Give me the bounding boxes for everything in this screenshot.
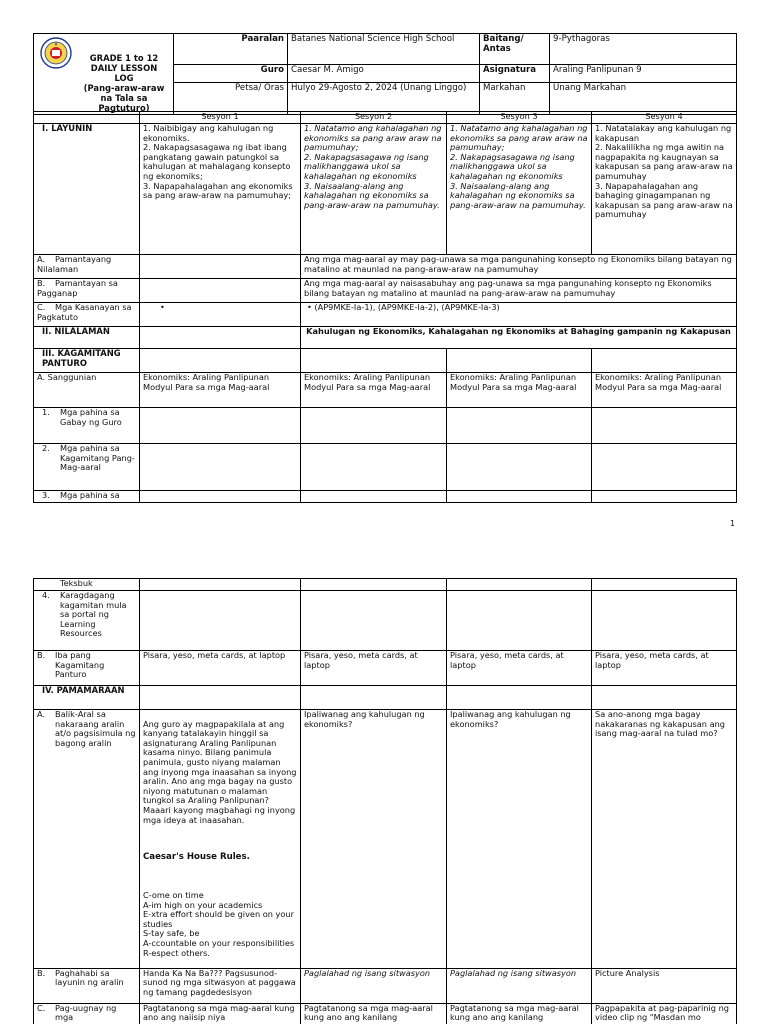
empty-cell [140,349,301,373]
empty-cell [140,686,301,710]
empty-cell [592,491,737,503]
petsa-value: Hulyo 29-Agosto 2, 2024 (Unang Linggo) [288,82,480,114]
paghahabi-s3: Paglalahad ng isang sitwasyon [447,968,592,1003]
paaralan-label: Paaralan [174,34,288,65]
empty-cell [592,591,737,651]
sanggunian-label: A. Sanggunian [34,373,140,408]
kagamitan-label: III. KAGAMITANG PANTURO [34,349,140,373]
sanggunian-s2: Ekonomiks: Araling Panlipunan Modyul Para sa mga Mag-aaral [301,373,447,408]
gabay-label: 1. Mga pahina sa Gabay ng Guro [34,408,140,444]
deped-seal-icon [40,37,72,69]
layunin-s1: 1. Naibibigay ang kahulugan ng ekonomiks. 2. Nakapagsasagawa ng ibat ibang pangkatang gawain patungkol sa kahulugan at mahalagang konsepto ng ekonomiks; 3. Napapahalagahan ang ekonomiks sa pang araw-araw na pamumuhay; [140,124,301,255]
teksbuk-cont-label: Teksbuk [34,579,140,591]
pag-uugnay-s4: Pagpapakita at pag-paparinig ng video clip ng "Masdan mo [592,1003,737,1024]
kasanayan-bullet: • [140,303,301,327]
pamantayang-nilalaman-label: A. Pamantayang Nilalaman [34,255,140,279]
session-3-header: Sesyon 3 [447,112,592,124]
pamantayan-pagganap-row [34,279,737,303]
empty-cell [447,579,592,591]
header-title: GRADE 1 to 12 DAILY LESSON LOG (Pang-araw-araw na Tala sa Pagtuturo) [83,53,165,113]
empty-cell [301,408,447,444]
pag-uugnay-s3: Pagtatanong sa mga mag-aaral kung ano ang kanilang [447,1003,592,1024]
empty-cell [301,349,447,373]
pag-uugnay-row [34,1003,737,1024]
balik-aral-s1 [140,710,301,969]
empty-cell [592,408,737,444]
pamantayan-pagganap-value: Ang mga mag-aaral ay naisasabuhay ang pag-unawa sa mga pangunahing konsepto ng Ekonomiks bilang batayan ng matalino at maunlad na pang-araw-araw na pamumuhay [301,279,737,303]
pamantayang-nilalaman-row [34,255,737,279]
session-4-header: Sesyon 4 [592,112,737,124]
empty-cell [447,491,592,503]
asignatura-value: Araling Panlipunan 9 [550,64,737,82]
page-number: 1 [730,519,736,528]
nilalaman-label: II. NILALAMAN [34,327,140,349]
layunin-label: I. LAYUNIN [34,124,140,255]
header-table [33,33,737,115]
kagamitan-row [34,349,737,373]
balik-aral-label: A. Balik-Aral sa nakaraang aralin at/o pagsisimula ng bagong aralin [34,710,140,969]
sanggunian-s4: Ekonomiks: Araling Panlipunan Modyul Para sa mga Mag-aaral [592,373,737,408]
baitang-value: 9-Pythagoras [550,34,737,65]
markahan-label: Markahan [480,82,550,114]
gabay-row [34,408,737,444]
empty-cell [140,444,301,491]
paghahabi-s4: Picture Analysis [592,968,737,1003]
empty-cell [301,579,447,591]
pag-uugnay-s1: Pagtatanong sa mga mag-aaral kung ano ang naiisip niya [140,1003,301,1024]
sanggunian-s3: Ekonomiks: Araling Panlipunan Modyul Para sa mga Mag-aaral [447,373,592,408]
empty-cell [140,279,301,303]
session-2-header: Sesyon 2 [301,112,447,124]
iba-pang-kagamitan-row [34,651,737,686]
balik-aral-s4: Sa ano-anong mga bagay nakakaranas ng kakapusan ang isang mag-aaral na tulad mo? [592,710,737,969]
balik-aral-s1-text: Ang guro ay magpapakilala at ang kanyang tatalakayin hinggil sa asignaturang Araling Panlipunan kasama ninyo. Bilang panimula panimula, gusto niyang malaman ang inyong mga inaasahan sa inyong aralin. Ano ang mga bagay na gusto niyong matutunan o malaman tungkol sa Araling Panlipunan? Maaari kayong magbahagi ng inyong mga ideya at inaasahan. [143,718,297,825]
petsa-label: Petsa/ Oras [174,82,288,114]
header-title-cell [34,34,174,115]
empty-cell [447,408,592,444]
sanggunian-row [34,373,737,408]
session-1-header: Sesyon 1 [140,112,301,124]
paghahabi-s1: Handa Ka Na Ba??? Pagsusunod-sunod ng mga sitwasyon at paggawa ng tamang pagdedesisyon [140,968,301,1003]
session-header-row [34,112,737,124]
layunin-row [34,124,737,255]
nilalaman-row [34,327,737,349]
house-rules-title: Caesar's House Rules. [143,852,250,863]
paghahabi-row [34,968,737,1003]
asignatura-label: Asignatura [480,64,550,82]
empty-cell [592,686,737,710]
empty-cell [301,591,447,651]
balik-aral-s2: Ipaliwanag ang kahulugan ng ekonomiks? [301,710,447,969]
lesson-table-page-2 [33,578,737,1024]
guro-label: Guro [174,64,288,82]
empty-cell [140,408,301,444]
empty-cell [140,327,301,349]
kagamitan-mag-aaral-label: 2. Mga pahina sa Kagamitang Pang-Mag-aaral [34,444,140,491]
karagdagang-row [34,591,737,651]
empty-cell [301,686,447,710]
empty-cell [140,255,301,279]
markahan-value: Unang Markahan [550,82,737,114]
balik-aral-s3: Ipaliwanag ang kahulugan ng ekonomiks? [447,710,592,969]
pag-uugnay-label: C. Pag-uugnay ng mga [34,1003,140,1024]
pag-uugnay-s2: Pagtatanong sa mga mag-aaral kung ano ang kanilang [301,1003,447,1024]
iba-s3: Pisara, yeso, meta cards, at laptop [447,651,592,686]
teksbuk-cont-row [34,579,737,591]
empty-cell [301,444,447,491]
empty-cell [592,349,737,373]
teksbuk-label: 3. Mga pahina sa [34,491,140,503]
layunin-s2: 1. Natatamo ang kahalagahan ng ekonomiks sa pang araw araw na pamumuhay; 2. Nakapagsasagawa ng isang malikhanggawa ukol sa kahalagahan ng ekonomiks 3. Naisaalang-alang ang kahalagahan ng ekonomiks sa pang-araw-araw na pamumuhay. [301,124,447,255]
lesson-table-page-1 [33,111,737,503]
kasanayan-value: • (AP9MKE-Ia-1), (AP9MKE-Ia-2), (AP9MKE-Ia-3) [301,303,737,327]
layunin-s4: 1. Natatalakay ang kahulugan ng kakapusan 2. Nakalilikha ng mga awitin na nagpapakita ng kaugnayan sa kakapusan sa pang araw-araw na pamumuhay 3. Napapahalagahan ang bahaging ginagampanan ng kakapusan sa pang araw-araw na pamumuhay [592,124,737,255]
empty-cell [140,579,301,591]
empty-cell [447,686,592,710]
empty-cell [447,349,592,373]
empty-cell [592,444,737,491]
iba-s1: Pisara, yeso, meta cards, at laptop [140,651,301,686]
pamantayan-pagganap-label: B. Pamantayan sa Pagganap [34,279,140,303]
kasanayan-row [34,303,737,327]
paaralan-value: Batanes National Science High School [288,34,480,65]
empty-cell [592,579,737,591]
kasanayan-label: C. Mga Kasanayan sa Pagkatuto [34,303,140,327]
pamamaraan-label: IV. PAMAMARAAN [34,686,140,710]
paghahabi-label: B. Paghahabi sa layunin ng aralin [34,968,140,1003]
paghahabi-s2: Paglalahad ng isang sitwasyon [301,968,447,1003]
iba-pang-kagamitan-label: B. Iba pang Kagamitang Panturo [34,651,140,686]
guro-value: Caesar M. Amigo [288,64,480,82]
empty-cell [447,591,592,651]
iba-s2: Pisara, yeso, meta cards, at laptop [301,651,447,686]
pamamaraan-row [34,686,737,710]
nilalaman-value: Kahulugan ng Ekonomiks, Kahalagahan ng Ekonomiks at Bahaging gampanin ng Kakapusan [301,327,737,349]
karagdagang-label: 4. Karagdagang kagamitan mula sa portal ng Learning Resources [34,591,140,651]
sanggunian-s1: Ekonomiks: Araling Panlipunan Modyul Para sa mga Mag-aaral [140,373,301,408]
empty-cell [140,591,301,651]
layunin-s3: 1. Natatamo ang kahalagahan ng ekonomiks sa pang araw araw na pamumuhay; 2. Nakapagsasagawa ng isang malikhanggawa ukol sa kahalagahan ng ekonomiks 3. Naisaalang-alang ang kahalagahan ng ekonomiks sa pang-araw-araw na pamumuhay. [447,124,592,255]
empty-cell [447,444,592,491]
empty-corner [34,112,140,124]
pamantayang-nilalaman-value: Ang mga mag-aaral ay may pag-unawa sa mga pangunahing konsepto ng Ekonomiks bilang batayan ng matalino at maunlad na pang-araw-araw na pamumuhay [301,255,737,279]
baitang-label: Baitang/ Antas [480,34,550,65]
balik-aral-row [34,710,737,969]
iba-s4: Pisara, yeso, meta cards, at laptop [592,651,737,686]
kagamitan-mag-aaral-row [34,444,737,491]
house-rules-list: C-ome on time A-im high on your academics E-xtra effort should be given on your studies S-tay safe, be A-ccountable on your responsibilities R-espect others. [143,890,295,958]
empty-cell [301,491,447,503]
teksbuk-row [34,491,737,503]
empty-cell [140,491,301,503]
